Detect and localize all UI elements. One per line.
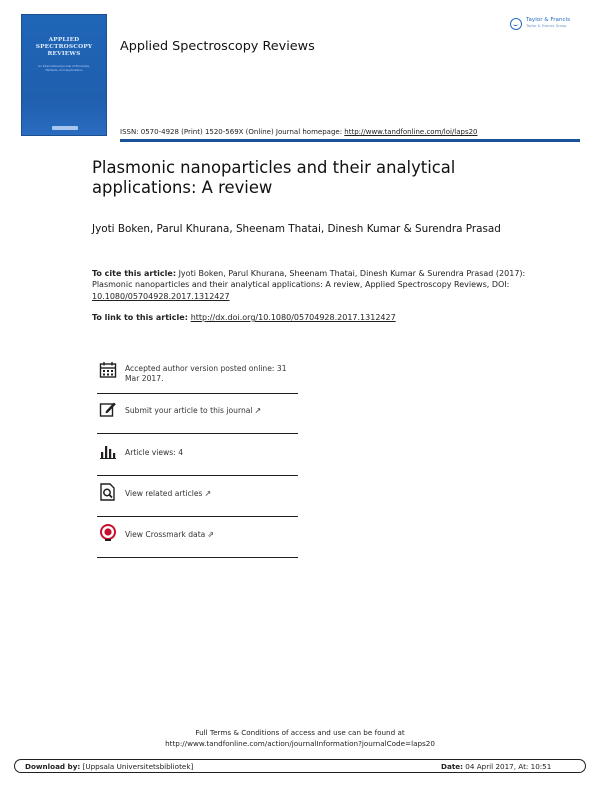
info-row-divider [97,516,298,517]
header-divider [120,139,580,142]
external-link-icon: ↗ [254,406,262,415]
taylor-francis-logo [510,17,580,34]
download-info-bar [14,759,586,773]
cover-subtitle: An International Journal of Principles, Methods, and Applications [38,64,90,72]
citation-block [92,268,532,302]
crossmark-arrow-icon: ⇗ [207,530,215,539]
article-link-line [92,313,396,322]
related-articles-link[interactable] [125,489,297,499]
terms-notice [0,727,600,749]
info-row-divider [97,433,298,434]
crossmark-icon [99,524,117,542]
related-articles-text: View related articles [125,489,203,498]
terms-line-1: Full Terms & Conditions of access and use can be found at [195,728,405,737]
downloaded-by-label: Download by: [25,761,81,771]
citation-label: To cite this article: [92,269,177,278]
submit-article-text: Submit your article to this journal [125,406,253,415]
info-row-divider [97,393,298,394]
issn-text: ISSN: 0570-4928 (Print) 1520-569X (Online) Journal homepage: [120,128,345,136]
info-row-divider [97,475,298,476]
crossmark-text: View Crossmark data [125,530,206,539]
journal-cover-image [21,14,107,136]
logo-brand-subtext: Taylor & Francis Group [526,24,567,28]
journal-name: Applied Spectroscopy Reviews [120,39,315,54]
article-views-text: Article views: 4 [125,448,184,457]
download-date-label: Date: [441,761,464,771]
logo-brand-text: Taylor & Francis [526,17,571,23]
info-row-divider [97,557,298,558]
cover-title: APPLIED SPECTROSCOPY REVIEWS [35,37,93,57]
bar-chart-icon [99,442,117,460]
article-authors: Jyoti Boken, Parul Khurana, Sheenam Thatai, Dinesh Kumar & Surendra Prasad [92,223,501,235]
article-title: Plasmonic nanoparticles and their analytical applications: A review [92,158,456,197]
article-doi-url-link[interactable]: http://dx.doi.org/10.1080/05704928.2017.1312427 [190,313,396,322]
journal-homepage-link[interactable]: http://www.tandfonline.com/loi/laps20 [344,128,478,136]
accepted-version-text: Accepted author version posted online: 31 Mar 2017. [125,364,287,383]
crossmark-link[interactable] [125,530,297,540]
downloaded-by [25,762,193,771]
downloaded-by-value: [Uppsala Universitetsbibliotek] [80,761,194,771]
cover-publisher-mark [52,126,78,130]
download-date [441,762,551,771]
edit-document-icon [99,400,117,418]
logo-circle-icon [510,18,522,30]
citation-text: Jyoti Boken, Parul Khurana, Sheenam Thatai, Dinesh Kumar & Surendra Prasad (2017): Plasmonic nanoparticles and their analytical applications: A review, Applied Spectroscopy Reviews, DOI: [92,269,526,290]
submit-article-link[interactable] [125,406,297,416]
download-date-value: 04 April 2017, At: 10:51 [463,761,552,771]
external-link-icon: ↗ [204,489,212,498]
search-document-icon [99,483,117,501]
article-link-label: To link to this article: [92,313,191,322]
terms-url-link[interactable]: http://www.tandfonline.com/action/journalInformation?journalCode=laps20 [165,739,435,748]
citation-doi-link[interactable]: 10.1080/05704928.2017.1312427 [92,291,230,301]
issn-line [120,128,478,136]
calendar-icon [99,361,117,379]
